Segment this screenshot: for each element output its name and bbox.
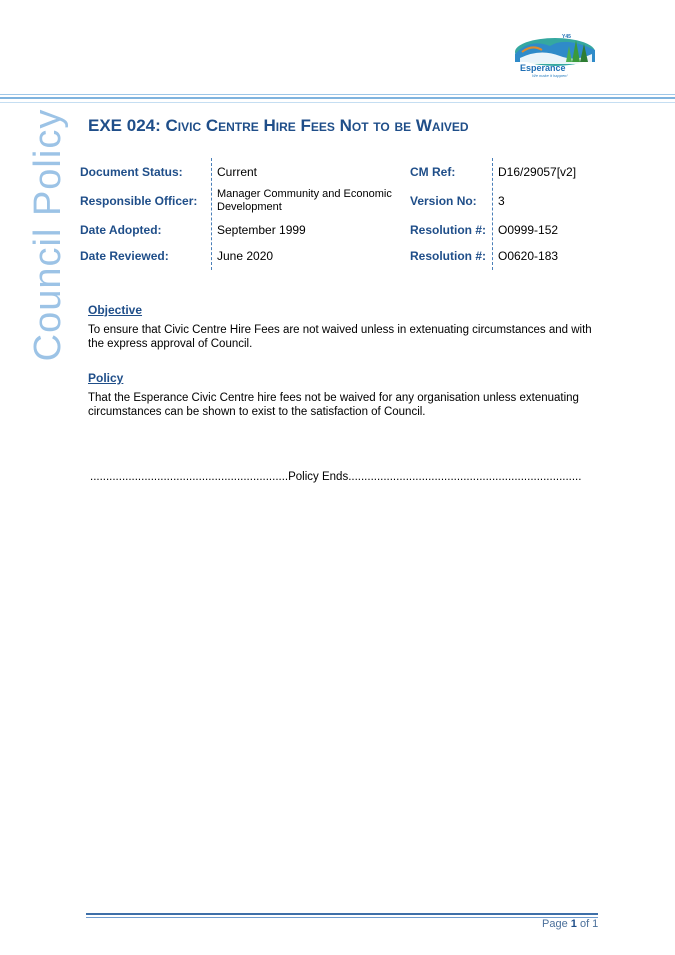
column-divider-left (211, 158, 212, 270)
page-prefix: Page (542, 918, 568, 930)
objective-text: To ensure that Civic Centre Hire Fees are not waived unless in extenuating circumstances and with the express approval of Council. (88, 324, 592, 350)
resolution-2-label: Resolution #: (410, 249, 487, 263)
document-status-label: Document Status: (80, 165, 183, 179)
version-value: 3 (498, 194, 505, 208)
policy-text: That the Esperance Civic Centre hire fees not be waived for any organisation unless extenuating circumstances can be shown to exist to the satisfaction of Council. (88, 392, 579, 418)
date-reviewed-value: June 2020 (217, 249, 274, 263)
dots-right: ......................................................................... (348, 471, 582, 483)
page-current: 1 (570, 918, 577, 930)
header-rule-top (0, 94, 675, 95)
responsible-officer-label: Responsible Officer: (80, 194, 198, 208)
responsible-officer-value: Manager Community and Economic Development (217, 188, 392, 213)
date-adopted-label: Date Adopted: (80, 223, 162, 237)
cm-ref-value: D16/29057[v2] (498, 165, 577, 179)
header-rule-bottom (0, 102, 675, 103)
title-text: Civic Centre Hire Fees Not to be Waived (165, 116, 469, 135)
date-adopted-value: September 1999 (217, 223, 306, 237)
version-label: Version No: (410, 194, 477, 208)
column-divider-right (492, 158, 493, 270)
footer-rule (86, 913, 598, 915)
resolution-1-label: Resolution #: (410, 223, 487, 237)
side-label: Council Policy (27, 108, 69, 362)
logo-name: Esperance (520, 63, 566, 73)
document-status-value: Current (217, 165, 258, 179)
logo-tagline: We make it happen! (532, 73, 568, 78)
title-code: EXE 024: (88, 116, 161, 135)
objective-heading: Objective (88, 303, 143, 317)
resolution-2-value: O0620-183 (498, 249, 559, 263)
page-of: of 1 (579, 918, 599, 930)
policy-ends-line (90, 471, 596, 483)
page-number (542, 918, 598, 930)
policy-heading: Policy (88, 371, 124, 385)
page-title (88, 116, 469, 136)
policy-ends-text: Policy Ends (288, 471, 349, 483)
header-rule-middle (0, 97, 675, 99)
date-reviewed-label: Date Reviewed: (80, 249, 169, 263)
svg-text:Y45: Y45 (562, 34, 571, 40)
cm-ref-label: CM Ref: (410, 165, 456, 179)
resolution-1-value: O0999-152 (498, 223, 559, 237)
footer-rule-thin (86, 917, 598, 918)
dots-left: .............................................................. (90, 471, 289, 483)
